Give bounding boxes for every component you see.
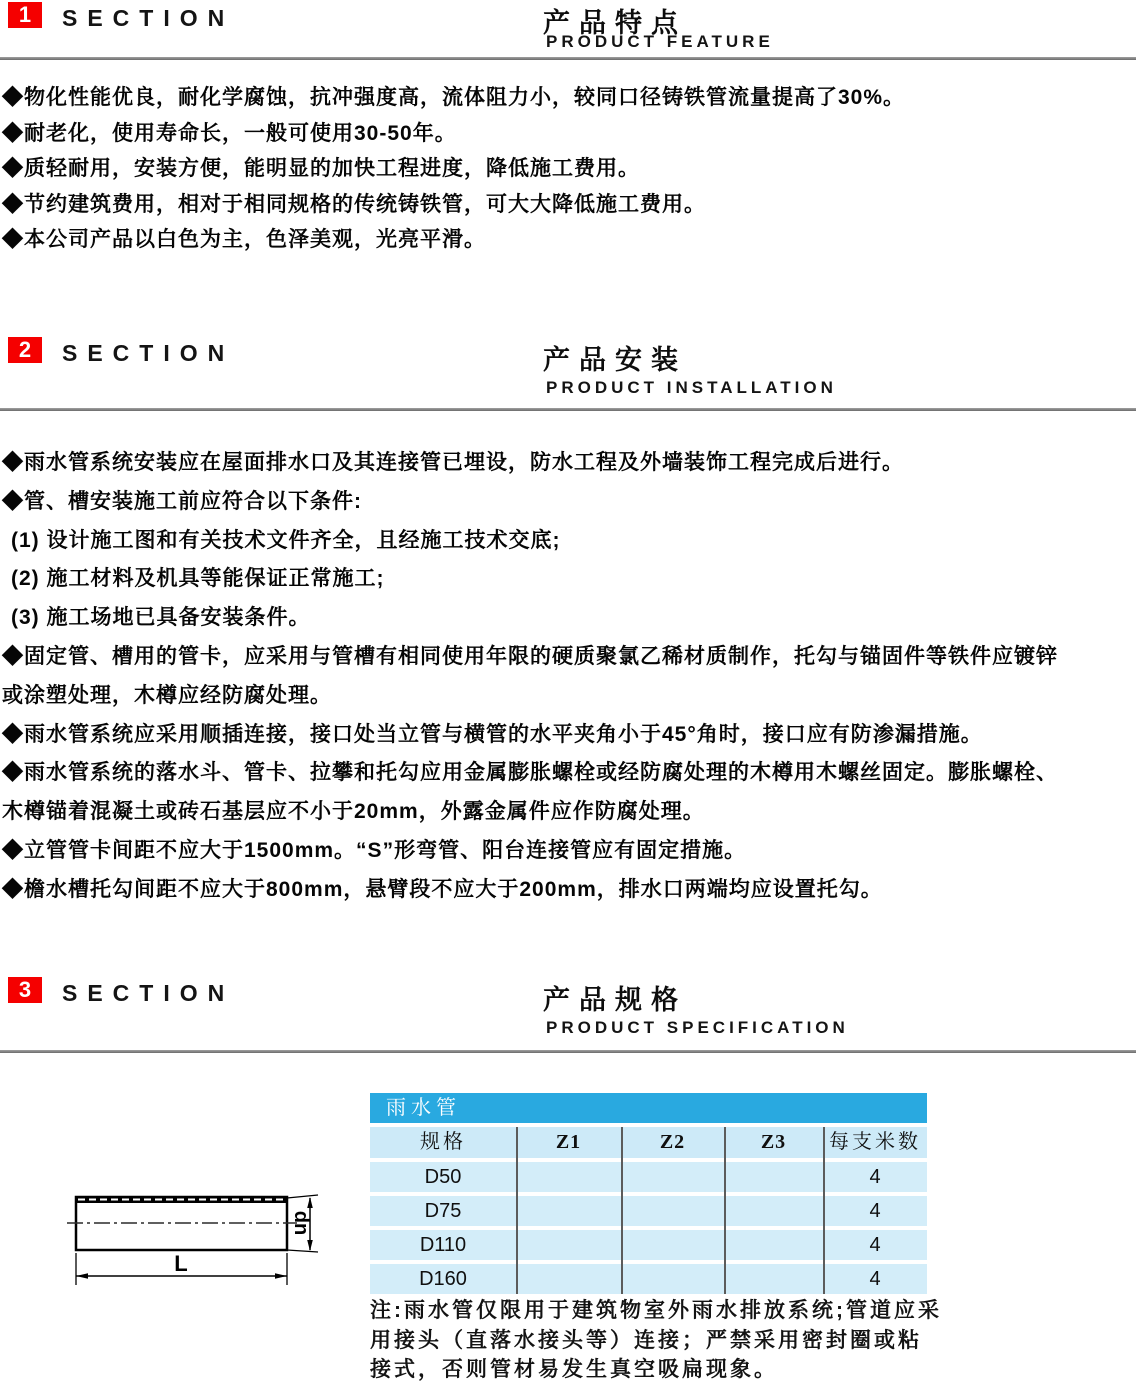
install-item: ◆雨水管系统的落水斗、管卡、拉攀和托勾应用金属膨胀螺栓或经防腐处理的木樽用木螺丝固定。膨胀螺栓、: [2, 761, 1058, 785]
table-row: [370, 1162, 927, 1192]
table-cell-z2: [621, 1264, 724, 1294]
table-cell-spec: D50: [370, 1162, 516, 1192]
table-cell-spec: D160: [370, 1264, 516, 1294]
column-header-spec: 规格: [370, 1127, 516, 1158]
section-1-divider: [0, 57, 1136, 60]
install-item: ◆立管管卡间距不应大于1500mm。“S”形弯管、阳台连接管应有固定措施。: [2, 838, 747, 862]
feature-item: ◆物化性能优良，耐化学腐蚀，抗冲强度高，流体阻力小，较同口径铸铁管流量提高了30%。: [2, 86, 906, 109]
install-item: (3) 施工场地已具备安装条件。: [11, 606, 311, 630]
spec-table: [370, 1093, 927, 1294]
column-header-z2: Z2: [621, 1127, 724, 1158]
install-item: ◆雨水管系统应采用顺插连接，接口处当立管与横管的水平夹角小于45°角时，接口应有防渗漏措施。: [2, 722, 983, 746]
section-2-badge: 2: [8, 337, 42, 363]
dn-arrow-down: [307, 1240, 313, 1251]
column-header-meters: 每支米数: [823, 1127, 927, 1158]
length-arrow-right: [275, 1273, 287, 1279]
section-3-badge: 3: [8, 977, 42, 1003]
pipe-diagram: [50, 1185, 330, 1305]
install-item-continuation: 木樽锚着混凝土或砖石基层应不小于20mm，外露金属件应作防腐处理。: [2, 800, 705, 824]
feature-list: [2, 80, 1134, 258]
table-row: [370, 1230, 927, 1260]
column-separator: [516, 1127, 518, 1294]
installation-list: [2, 444, 1134, 910]
table-cell-meters: 4: [823, 1162, 927, 1192]
table-cell-spec: D75: [370, 1196, 516, 1226]
dn-arrow-up: [307, 1197, 313, 1208]
table-cell-z1: [516, 1230, 621, 1260]
section-2-label: SECTION: [62, 340, 235, 366]
section-3-title-zh: 产品规格: [543, 985, 687, 1015]
table-cell-z2: [621, 1230, 724, 1260]
feature-item: ◆质轻耐用，安装方便，能明显的加快工程进度，降低施工费用。: [2, 157, 640, 180]
column-header-z1: Z1: [516, 1127, 621, 1158]
table-note: [370, 1296, 942, 1381]
section-3-label: SECTION: [62, 980, 235, 1006]
table-cell-meters: 4: [823, 1264, 927, 1294]
column-separator: [823, 1127, 825, 1294]
column-header-z3: Z3: [724, 1127, 823, 1158]
install-item: (2) 施工材料及机具等能保证正常施工;: [11, 567, 385, 591]
table-cell-meters: 4: [823, 1196, 927, 1226]
section-1-badge: 1: [8, 2, 42, 28]
section-1-title-zh: 产品特点: [543, 8, 687, 38]
feature-item: ◆本公司产品以白色为主，色泽美观，光亮平滑。: [2, 228, 486, 251]
table-cell-z3: [724, 1264, 823, 1294]
install-item: ◆管、槽安装施工前应符合以下条件:: [2, 489, 362, 513]
note-line: 接式，否则管材易发生真空吸扁现象。: [370, 1358, 778, 1381]
column-separator: [621, 1127, 623, 1294]
table-row: [370, 1196, 927, 1226]
note-line: 用接头（直落水接头等）连接；严禁采用密封圈或粘: [370, 1328, 922, 1352]
section-2-title-en: PRODUCT INSTALLATION: [546, 378, 837, 397]
table-cell-meters: 4: [823, 1230, 927, 1260]
table-cell-z3: [724, 1162, 823, 1192]
install-item: ◆檐水槽托勾间距不应大于800mm，悬臂段不应大于200mm，排水口两端均应设置托勾。: [2, 877, 883, 901]
section-1-label: SECTION: [62, 5, 235, 31]
section-2-divider: [0, 408, 1136, 411]
section-3-title-en: PRODUCT SPECIFICATION: [546, 1018, 849, 1037]
table-cell-z2: [621, 1196, 724, 1226]
table-row: [370, 1264, 927, 1294]
table-cell-z1: [516, 1196, 621, 1226]
note-line: 注:雨水管仅限用于建筑物室外雨水排放系统;管道应采: [370, 1299, 942, 1322]
column-separator: [724, 1127, 726, 1294]
dn-label: dn: [290, 1210, 312, 1236]
install-item: ◆雨水管系统安装应在屋面排水口及其连接管已埋设，防水工程及外墙装饰工程完成后进行。: [2, 451, 904, 474]
length-label: L: [174, 1251, 188, 1276]
table-cell-z1: [516, 1162, 621, 1192]
dn-extension-top: [287, 1195, 318, 1198]
table-cell-z2: [621, 1162, 724, 1192]
install-item: (1) 设计施工图和有关技术文件齐全，且经施工技术交底;: [11, 528, 561, 552]
section-2-title-zh: 产品安装: [543, 345, 687, 375]
table-cell-z1: [516, 1264, 621, 1294]
feature-item: ◆节约建筑费用，相对于相同规格的传统铸铁管，可大大降低施工费用。: [2, 192, 706, 216]
feature-item: ◆耐老化，使用寿命长，一般可使用30-50年。: [2, 121, 457, 145]
table-cell-z3: [724, 1230, 823, 1260]
table-cell-spec: D110: [370, 1230, 516, 1260]
section-3-divider: [0, 1050, 1136, 1053]
length-arrow-left: [76, 1273, 88, 1279]
install-item: ◆固定管、槽用的管卡，应采用与管槽有相同使用年限的硬质聚氯乙稀材质制作，托勾与锚固件等铁件应镀锌: [2, 644, 1058, 668]
install-item-continuation: 或涂塑处理，木樽应经防腐处理。: [2, 683, 332, 707]
table-title-bar: 雨水管: [370, 1093, 927, 1123]
table-header-row: [370, 1127, 927, 1158]
dn-extension-bottom: [287, 1250, 318, 1252]
table-cell-z3: [724, 1196, 823, 1226]
section-1-title-en: PRODUCT FEATURE: [546, 32, 774, 51]
